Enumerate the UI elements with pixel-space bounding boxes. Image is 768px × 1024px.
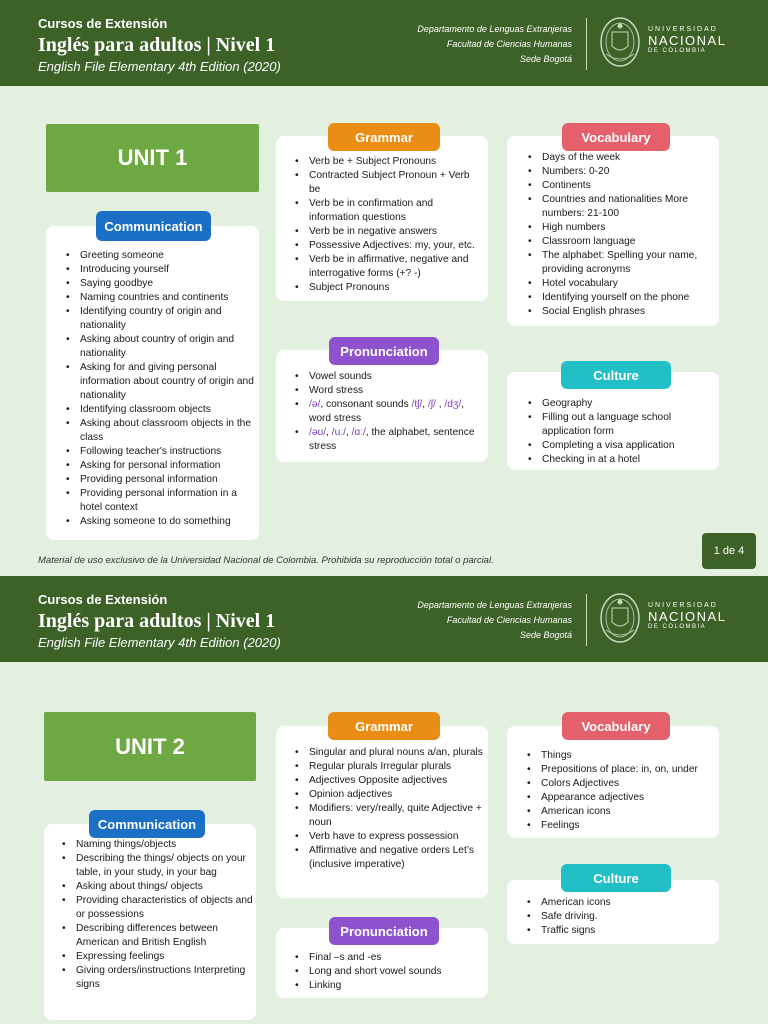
ipa-symbol: /ə/ — [309, 399, 321, 410]
list-item: • Greeting someone — [66, 249, 256, 263]
list-item: • Asking for personal information — [66, 459, 256, 473]
list-item: • Things — [527, 749, 715, 763]
list-item: • Asking about things/ objects — [62, 880, 254, 894]
pron-text: , — [422, 399, 428, 410]
list-item: • Asking about country of origin and nationality — [66, 333, 256, 361]
culture-list — [527, 896, 715, 938]
list-item: • Continents — [528, 179, 716, 193]
uni-line: NACIONAL — [648, 33, 727, 48]
vocabulary-label: Vocabulary — [562, 712, 670, 740]
list-item: • Identifying country of origin and nationality — [66, 305, 256, 333]
pron-text: , — [345, 427, 352, 438]
list-item: • American icons — [527, 896, 715, 910]
list-item: • Completing a visa application — [528, 439, 716, 453]
uni-line: UNIVERSIDAD — [648, 602, 718, 609]
ipa-symbol: /dʒ/ — [444, 399, 462, 410]
list-item: • American icons — [527, 805, 715, 819]
uni-line: UNIVERSIDAD — [648, 26, 718, 33]
list-item: • Linking — [295, 979, 483, 993]
copyright-note: Material de uso exclusivo de la Universidad Nacional de Colombia. Prohibida su reproducción total o parcial. — [38, 555, 494, 566]
uni-line: DE COLOMBIA — [648, 48, 707, 54]
page-2 — [0, 576, 768, 1024]
list-item: • Verb be in negative answers — [295, 225, 483, 239]
list-item: • Possessive Adjectives: my, your, etc. — [295, 239, 483, 253]
dept-line: Facultad de Ciencias Humanas — [446, 615, 572, 625]
dept-line: Facultad de Ciencias Humanas — [446, 39, 572, 49]
university-seal-icon — [598, 590, 642, 646]
communication-label: Communication — [96, 211, 211, 241]
list-item: • Numbers: 0-20 — [528, 165, 716, 179]
list-item: • Opinion adjectives — [295, 788, 483, 802]
list-item: • Naming countries and continents — [66, 291, 256, 305]
grammar-label: Grammar — [328, 712, 440, 740]
list-item: • Naming things/objects — [62, 838, 254, 852]
list-item: • Verb be in affirmative, negative and interrogative forms (+? -) — [295, 253, 483, 281]
list-item: • Appearance adjectives — [527, 791, 715, 805]
list-item: • Identifying classroom objects — [66, 403, 256, 417]
list-item: • Modifiers: very/really, quite Adjective + noun — [295, 802, 483, 830]
unit-title: UNIT 1 — [46, 124, 259, 192]
list-item: • Introducing yourself — [66, 263, 256, 277]
list-item: • Countries and nationalities More numbers: 21-100 — [528, 193, 716, 221]
ipa-symbol: /tʃ/ — [411, 399, 423, 410]
page-title: Inglés para adultos | Nivel 1 — [38, 34, 276, 56]
communication-list — [62, 838, 254, 992]
list-item: • Classroom language — [528, 235, 716, 249]
list-item: • Adjectives Opposite adjectives — [295, 774, 483, 788]
culture-label: Culture — [561, 361, 671, 389]
edition-label: English File Elementary 4th Edition (2020) — [38, 59, 281, 74]
department-info — [417, 22, 572, 67]
list-item: • Geography — [528, 397, 716, 411]
list-item: • Filling out a language school application form — [528, 411, 716, 439]
list-item: • Checking in at a hotel — [528, 453, 716, 467]
list-item: • Identifying yourself on the phone — [528, 291, 716, 305]
vocabulary-list — [528, 151, 716, 319]
list-item: • Safe driving. — [527, 910, 715, 924]
pronunciation-label: Pronunciation — [329, 917, 439, 945]
list-item: • Verb be in confirmation and information questions — [295, 197, 483, 225]
list-item: • Giving orders/instructions Interpreting signs — [62, 964, 254, 992]
list-item: • Following teacher's instructions — [66, 445, 256, 459]
list-item: • Subject Pronouns — [295, 281, 483, 295]
list-item: • Asking someone to do something — [66, 515, 256, 529]
list-item: • The alphabet: Spelling your name, providing acronyms — [528, 249, 716, 277]
header — [0, 0, 768, 86]
list-item: • Providing personal information — [66, 473, 256, 487]
list-item: • Asking for and giving personal information about country of origin and nationality — [66, 361, 256, 403]
list-item: • Describing differences between American and British English — [62, 922, 254, 950]
list-item: • Asking about classroom objects in the class — [66, 417, 256, 445]
list-item — [295, 426, 483, 454]
list-item: • Hotel vocabulary — [528, 277, 716, 291]
culture-list — [528, 397, 716, 467]
university-name — [648, 602, 726, 630]
list-item: • Traffic signs — [527, 924, 715, 938]
university-seal-icon — [598, 14, 642, 70]
edition-label: English File Elementary 4th Edition (2020) — [38, 635, 281, 650]
communication-list — [66, 249, 256, 529]
pron-text: , the alphabet, sentence stress — [309, 427, 475, 452]
list-item — [295, 398, 483, 426]
list-item: • Social English phrases — [528, 305, 716, 319]
list-item: • Verb have to express possession — [295, 830, 483, 844]
ipa-symbol: /əʊ/ — [309, 427, 327, 438]
list-item: • Final –s and -es — [295, 951, 483, 965]
list-item: • Saying goodbye — [66, 277, 256, 291]
pronunciation-list — [295, 951, 483, 993]
list-item: • High numbers — [528, 221, 716, 235]
list-item: • Days of the week — [528, 151, 716, 165]
dept-line: Departamento de Lenguas Extranjeras — [417, 600, 572, 610]
pronunciation-label: Pronunciation — [329, 337, 439, 365]
list-item: • Affirmative and negative orders Let’s (inclusive imperative) — [295, 844, 483, 872]
grammar-label: Grammar — [328, 123, 440, 151]
unit-title: UNIT 2 — [44, 712, 256, 781]
course-label: Cursos de Extensión — [38, 592, 168, 607]
list-item: • Providing personal information in a hotel context — [66, 487, 256, 515]
header-divider — [586, 18, 587, 70]
ipa-symbol: /uː/ — [331, 427, 346, 438]
pron-text: , word stress — [309, 399, 465, 424]
vocabulary-list — [527, 749, 715, 833]
pron-text: , — [435, 399, 445, 410]
dept-line: Departamento de Lenguas Extranjeras — [417, 24, 572, 34]
uni-line: NACIONAL — [648, 609, 727, 624]
course-label: Cursos de Extensión — [38, 16, 168, 31]
pron-text: , consonant sounds — [320, 399, 412, 410]
list-item: • Singular and plural nouns a/an, plurals — [295, 746, 483, 760]
department-info — [417, 598, 572, 643]
list-item: • Describing the things/ objects on your table, in your study, in your bag — [62, 852, 254, 880]
dept-line: Sede Bogotá — [519, 630, 572, 640]
list-item: • Feelings — [527, 819, 715, 833]
list-item: • Vowel sounds — [295, 370, 483, 384]
list-item: • Long and short vowel sounds — [295, 965, 483, 979]
list-item: • Verb be + Subject Pronouns — [295, 155, 483, 169]
list-item: • Regular plurals Irregular plurals — [295, 760, 483, 774]
page-title: Inglés para adultos | Nivel 1 — [38, 610, 276, 632]
header — [0, 576, 768, 662]
list-item: • Prepositions of place: in, on, under — [527, 763, 715, 777]
grammar-list — [295, 155, 483, 295]
ipa-symbol: /ʃ/ — [427, 399, 436, 410]
vocabulary-label: Vocabulary — [562, 123, 670, 151]
list-item: • Contracted Subject Pronoun + Verb be — [295, 169, 483, 197]
list-item: • Colors Adjectives — [527, 777, 715, 791]
communication-label: Communication — [89, 810, 205, 838]
ipa-symbol: /ɑː/ — [351, 427, 366, 438]
header-divider — [586, 594, 587, 646]
list-item: • Word stress — [295, 384, 483, 398]
list-item: • Expressing feelings — [62, 950, 254, 964]
culture-label: Culture — [561, 864, 671, 892]
uni-line: DE COLOMBIA — [648, 624, 707, 630]
list-item: • Providing characteristics of objects and or possessions — [62, 894, 254, 922]
page-number-badge: 1 de 4 — [702, 533, 756, 569]
university-name — [648, 26, 726, 54]
dept-line: Sede Bogotá — [519, 54, 572, 64]
pron-text: , — [326, 427, 332, 438]
pronunciation-list — [295, 370, 483, 454]
grammar-list — [295, 746, 483, 872]
